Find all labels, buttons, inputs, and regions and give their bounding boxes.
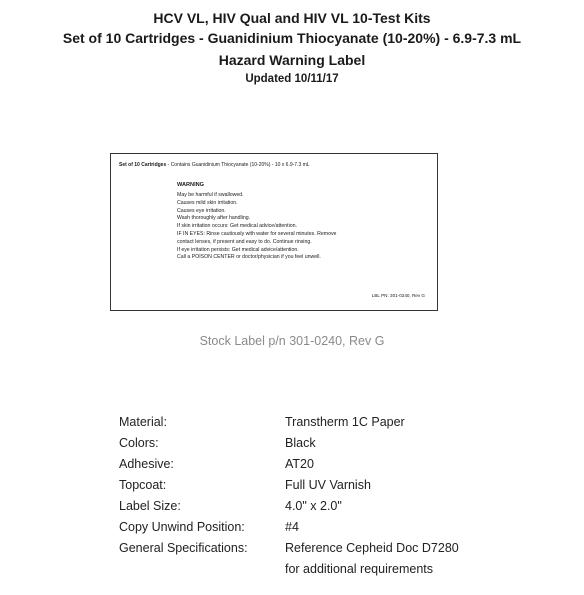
spec-value: Full UV Varnish	[285, 478, 371, 492]
document-subtitle: Set of 10 Cartridges - Guanidinium Thiocyanate (10-20%) - 6.9-7.3 mL	[62, 30, 522, 46]
spec-row	[119, 433, 459, 454]
spec-row	[119, 412, 459, 433]
document-header	[0, 10, 584, 86]
spec-key: Label Size:	[119, 499, 181, 513]
spec-key: Adhesive:	[119, 457, 174, 471]
spec-value: AT20	[285, 457, 314, 471]
document-updated-date: Updated 10/11/17	[245, 73, 339, 85]
label-statement: If eye irritation persists: Get medical advice/attention.	[177, 246, 299, 253]
label-product-bold: Set of 10 Cartridges	[119, 162, 167, 168]
label-statement: Causes mild skin irritation.	[177, 199, 238, 206]
spec-row	[119, 475, 459, 496]
spec-row	[119, 538, 459, 559]
label-statement: Wash thoroughly after handling.	[177, 215, 251, 222]
label-part-number: LBL PN: 301-0240, Rev G	[371, 293, 425, 298]
label-statement: IF IN EYES: Rinse cautiously with water for several minutes. Remove	[177, 230, 337, 237]
label-warning-heading: WARNING	[177, 182, 205, 188]
label-specifications	[119, 412, 459, 580]
spec-row	[119, 517, 459, 538]
label-product-rest: - Contains Guanidinium Thiocyanate (10-20%) - 10 x 6.9-7.3 mL	[166, 162, 310, 168]
spec-key: General Specifications:	[119, 541, 248, 555]
label-statement: If skin irritation occurs: Get medical advice/attention.	[177, 223, 297, 230]
spec-key	[119, 559, 285, 580]
document-label-type: Hazard Warning Label	[218, 52, 366, 68]
spec-value: Transtherm 1C Paper	[285, 415, 405, 429]
hazard-label-preview	[110, 153, 438, 311]
spec-value: for additional requirements	[285, 562, 433, 576]
spec-value: 4.0" x 2.0"	[285, 499, 342, 513]
document-title: HCV VL, HIV Qual and HIV VL 10-Test Kits	[153, 10, 431, 26]
spec-key: Colors:	[119, 436, 159, 450]
spec-key: Copy Unwind Position:	[119, 520, 245, 534]
spec-key: Material:	[119, 415, 167, 429]
spec-key: Topcoat:	[119, 478, 167, 492]
label-statement: May be harmful if swallowed.	[177, 192, 244, 198]
label-statement: Call a POISON CENTER or doctor/physician if you feel unwell.	[177, 254, 321, 261]
label-hazard-statements	[177, 192, 336, 262]
label-product-line	[119, 162, 310, 168]
label-statement: contact lenses, if present and easy to do. Continue rinsing.	[177, 238, 312, 245]
spec-row	[119, 559, 459, 580]
stock-label-caption: Stock Label p/n 301-0240, Rev G	[199, 334, 385, 348]
spec-value: Reference Cepheid Doc D7280	[285, 541, 459, 555]
spec-row	[119, 496, 459, 517]
spec-row	[119, 454, 459, 475]
label-statement: Causes eye irritation.	[177, 207, 226, 214]
spec-value: #4	[285, 520, 299, 534]
spec-value: Black	[285, 436, 316, 450]
